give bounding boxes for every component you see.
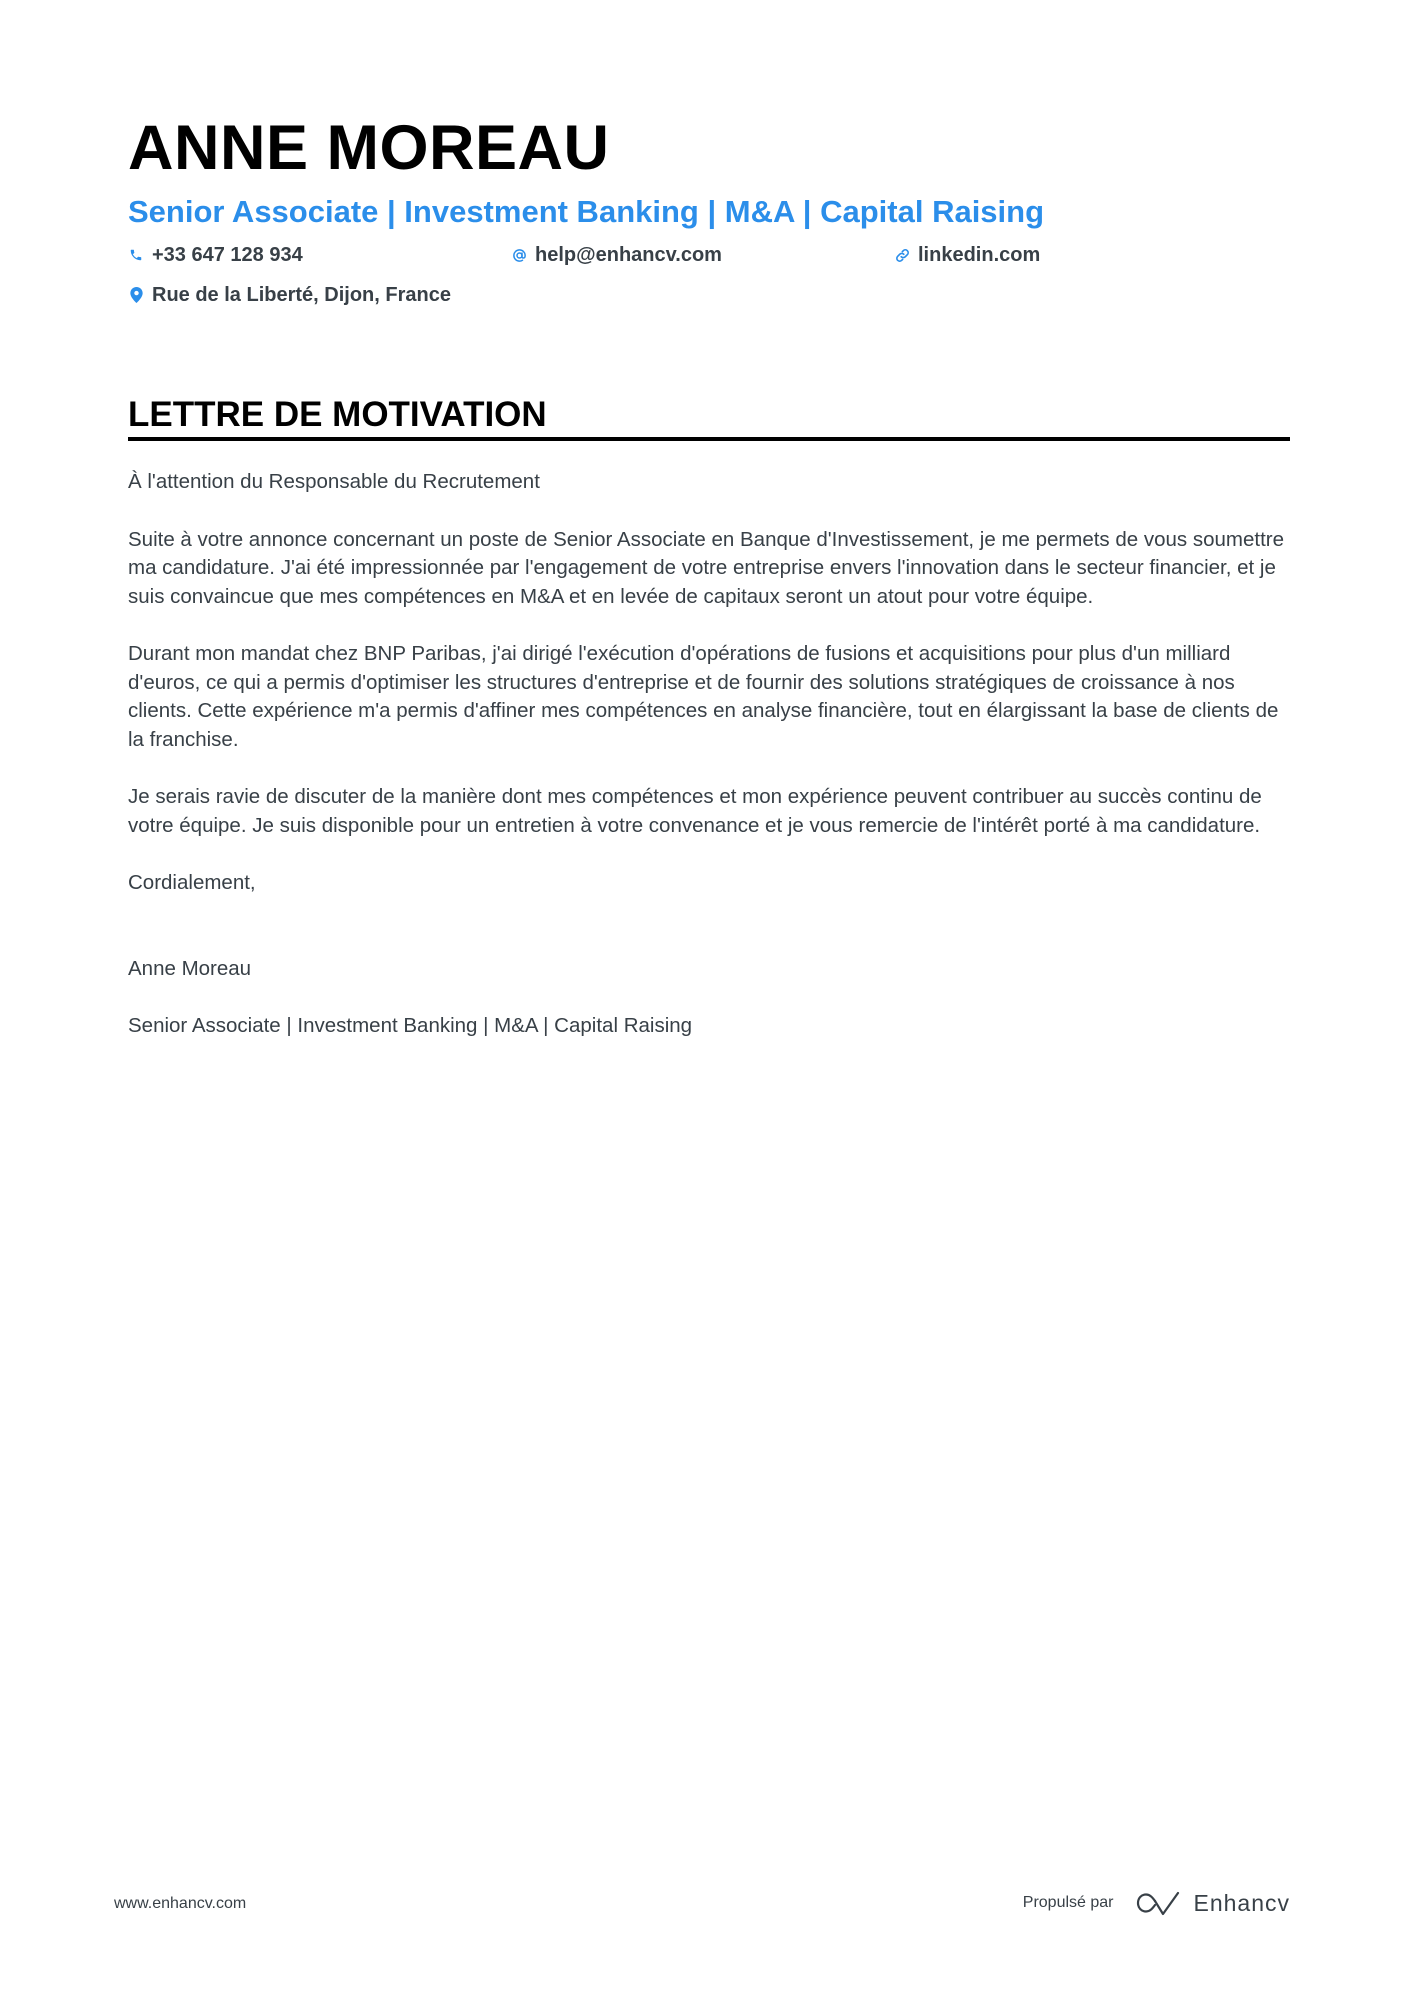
letter-paragraph-1: Suite à votre annonce concernant un poste de Senior Associate en Banque d'Investissement, je me permets de vous soumettre ma candidature. J'ai été impressionnée par l'engagement de votre entreprise envers l'innovation dans le secteur financier, et je suis convaincue que mes compétences en M&A et en levée de capitaux seront un atout pour votre équipe. [128,527,1285,608]
candidate-headline: Senior Associate | Investment Banking | M&A | Capital Raising [128,194,1045,229]
contact-location [128,280,451,310]
powered-by [1023,1886,1290,1920]
link-icon [894,247,910,263]
candidate-name: ANNE MOREAU [128,113,610,183]
letter-closing: Cordialement, [128,871,256,894]
location-pin-icon [128,287,144,303]
brand-name: Enhancv [1193,1889,1290,1916]
at-icon [511,247,527,263]
footer-url[interactable]: www.enhancv.com [114,1895,247,1912]
letter-paragraph-2: Durant mon mandat chez BNP Paribas, j'ai dirigé l'exécution d'opérations de fusions et acquisitions pour plus d'un milliard d'euros, ce qui a permis d'optimiser les structures d'entreprise et de fournir des solutions stratégiques de croissance à nos clients. Cette expérience m'a permis d'affiner mes compétences en analyse financière, tout en élargissant la base de clients de la franchise. [128,642,1279,751]
section-title: LETTRE DE MOTIVATION [128,395,547,434]
contact-email-text[interactable]: help@enhancv.com [535,243,722,266]
contact-link-text[interactable]: linkedin.com [918,243,1041,266]
section-divider [128,437,1290,441]
enhancv-logo-icon [1135,1890,1181,1916]
contact-link [894,240,1040,270]
contact-phone-text: +33 647 128 934 [152,243,303,266]
phone-icon [128,247,144,263]
letter-body [128,468,1290,1070]
signature-name: Anne Moreau [128,956,252,980]
contact-phone [128,240,303,270]
signature-title: Senior Associate | Investment Banking | M&A | Capital Raising [128,1014,693,1037]
powered-by-label: Propulsé par [1022,1894,1114,1911]
letter-paragraph-3: Je serais ravie de discuter de la manière dont mes compétences et mon expérience peuvent contribuer au succès continu de votre équipe. Je suis disponible pour un entretien à votre convenance et je vous remercie de l'intérêt porté à ma candidature. [128,785,1262,837]
contact-location-text: Rue de la Liberté, Dijon, France [152,283,451,306]
letter-recipient: À l'attention du Responsable du Recrutement [128,470,540,493]
contact-email [511,240,722,270]
